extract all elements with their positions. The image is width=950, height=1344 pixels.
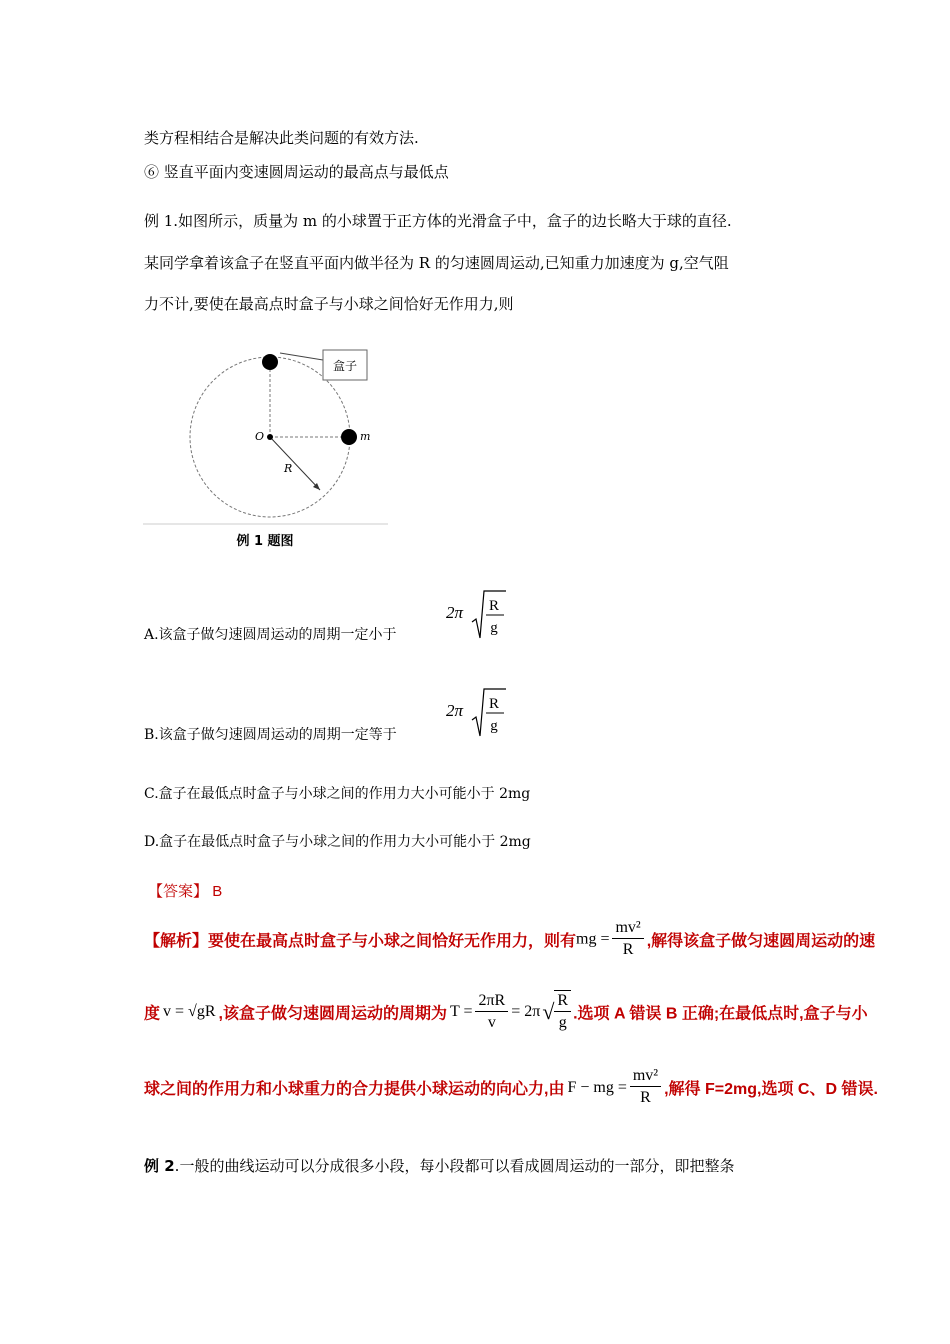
top-ball bbox=[262, 354, 278, 370]
side-ball bbox=[341, 429, 357, 445]
option-d: D.盒子在最低点时盒子与小球之间的作用力大小可能小于 2mg bbox=[144, 834, 531, 850]
answer-value: B bbox=[212, 883, 223, 900]
analysis-line-1 bbox=[144, 918, 875, 961]
analysis-line-3 bbox=[144, 1066, 878, 1109]
box-label: 盒子 bbox=[332, 359, 358, 373]
analysis-T-eq: T = bbox=[449, 1003, 473, 1020]
formula-num: R bbox=[488, 598, 500, 614]
formula-coef: 2π bbox=[446, 701, 464, 720]
analysis-tail-1: ,解得该盒子做匀速圆周运动的速 bbox=[646, 933, 876, 950]
analysis-frac-1-den: R bbox=[622, 941, 634, 958]
analysis-sqrt-den: g bbox=[558, 1014, 567, 1031]
analysis-frac-2-num: 2πR bbox=[475, 991, 508, 1012]
analysis-frac-3-num: mv² bbox=[630, 1066, 661, 1087]
center-label: O bbox=[255, 430, 265, 443]
analysis-head-3: 球之间的作用力和小球重力的合力提供小球运动的向心力,由 bbox=[144, 1081, 565, 1098]
analysis-frac-3 bbox=[630, 1066, 661, 1109]
analysis-frac-2-den: v bbox=[487, 1013, 496, 1031]
example2-line bbox=[144, 1156, 734, 1176]
ball-label: m bbox=[360, 430, 371, 443]
example2-text: .一般的曲线运动可以分成很多小段，每小段都可以看成圆周运动的一部分，即把整条 bbox=[174, 1157, 735, 1175]
section-heading: ⑥ 竖直平面内变速圆周运动的最高点与最低点 bbox=[144, 163, 449, 181]
formula-den: g bbox=[490, 718, 498, 734]
analysis-frac-1-num: mv² bbox=[612, 918, 643, 939]
radius-arrow bbox=[270, 437, 320, 490]
analysis-tail-3: ,解得 F=2mg,选项 C、D 错误. bbox=[664, 1081, 878, 1098]
analysis-line-2 bbox=[144, 990, 868, 1034]
analysis-v-eq: v = √gR bbox=[163, 1003, 216, 1020]
center-point bbox=[267, 434, 273, 440]
analysis-text-1: 【解析】要使在最高点时盒子与小球之间恰好无作用力，则有 bbox=[144, 933, 577, 950]
formula-den: g bbox=[490, 620, 498, 636]
analysis-head-2: 度 bbox=[144, 1005, 161, 1023]
example1-line1: 例 1.如图所示，质量为 m 的小球置于正方体的光滑盒子中，盒子的边长略大于球的直径. bbox=[144, 212, 732, 230]
analysis-eq-2pi: = 2π bbox=[511, 1003, 541, 1020]
analysis-eq-1: mg = bbox=[576, 930, 610, 948]
example1-line2: 某同学拿着该盒子在竖直平面内做半径为 R 的匀速圆周运动,已知重力加速度为 g,空气阻 bbox=[144, 254, 729, 272]
example2-label: 例 2 bbox=[144, 1157, 175, 1175]
option-a-formula bbox=[446, 588, 510, 644]
analysis-frac-1 bbox=[612, 918, 643, 961]
analysis-mid-2: ,该盒子做匀速圆周运动的周期为 bbox=[218, 1005, 447, 1023]
example1-line3: 力不计,要使在最高点时盒子与小球之间恰好无作用力,则 bbox=[144, 295, 514, 313]
analysis-frac-3-den: R bbox=[640, 1089, 651, 1106]
option-b-formula bbox=[446, 686, 510, 742]
answer-label: 【答案】 bbox=[148, 883, 209, 900]
option-c: C.盒子在最低点时盒子与小球之间的作用力大小可能小于 2mg bbox=[144, 786, 531, 802]
answer bbox=[148, 880, 222, 901]
analysis-tail-2: .选项 A 错误 B 正确;在最低点时,盒子与小 bbox=[573, 1005, 868, 1023]
example1-figure bbox=[143, 340, 393, 555]
analysis-frac-2 bbox=[475, 991, 508, 1034]
formula-coef: 2π bbox=[446, 603, 464, 622]
figure-caption: 例 1 题图 bbox=[236, 534, 294, 549]
option-b: B.该盒子做匀速圆周运动的周期一定等于 bbox=[144, 727, 397, 743]
analysis-F-eq: F − mg = bbox=[567, 1078, 627, 1096]
analysis-sqrt: √ $\frac{R}{g}$ bbox=[542, 990, 571, 1034]
box-callout-line bbox=[280, 353, 323, 360]
analysis-sqrt-num: R bbox=[554, 991, 571, 1012]
formula-num: R bbox=[488, 696, 500, 712]
intro-line: 类方程相结合是解决此类问题的有效方法. bbox=[144, 129, 419, 147]
option-a: A.该盒子做匀速圆周运动的周期一定小于 bbox=[144, 627, 397, 643]
radius-label: R bbox=[284, 462, 293, 475]
